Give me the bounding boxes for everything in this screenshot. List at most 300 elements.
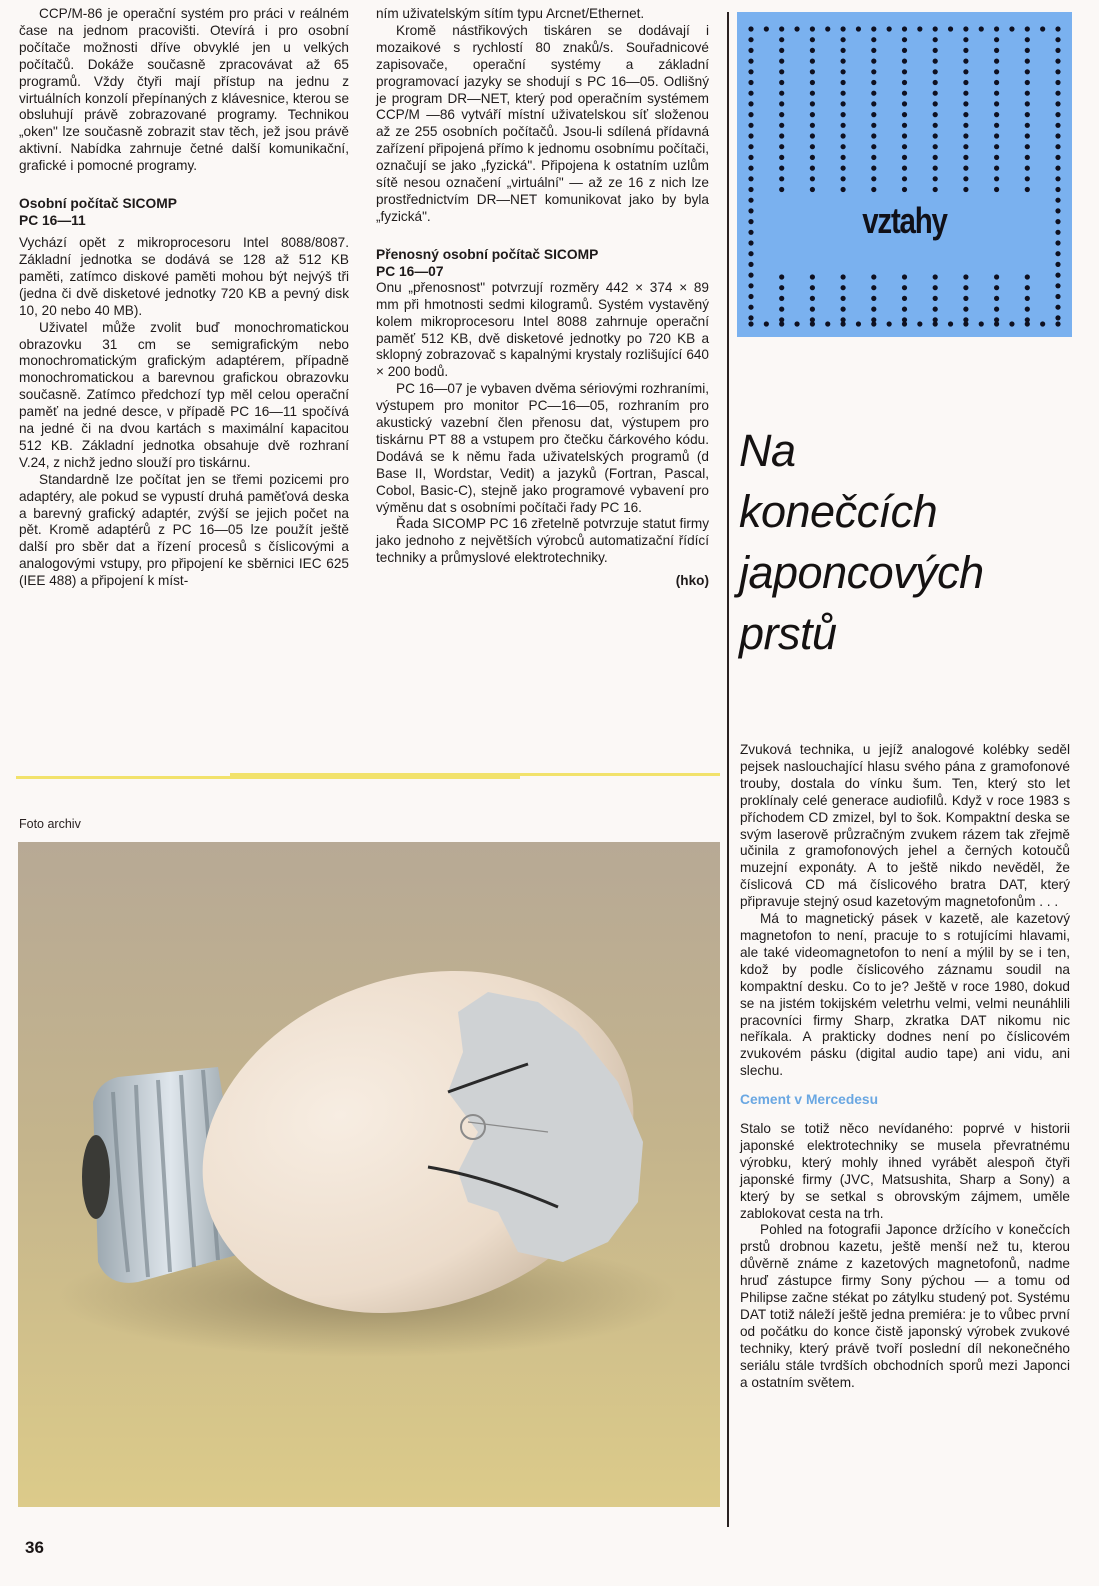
pattern-dot (871, 274, 876, 279)
pattern-dot (994, 274, 999, 279)
pattern-dot (994, 59, 999, 64)
pattern-dot (841, 187, 846, 192)
paragraph: ním uživatelským sítím typu Arcnet/Ethernet. (376, 6, 645, 21)
pattern-dot (779, 285, 784, 290)
pattern-dot (1055, 208, 1060, 213)
pattern-dot (994, 80, 999, 85)
pattern-dot (1025, 176, 1030, 181)
pattern-dot (748, 230, 753, 235)
pattern-dot (917, 26, 922, 31)
paragraph: Onu „přenosnost" potvrzují rozměry 442 × 374 × 89 mm při hmotnosti sedmi kilogramů. Systém vystavěný kolem mikroprocesoru Intel 8088 zahrnuje operační paměť 512 KB, dvě disketové jednotky po 720 KB a sklopný zobrazovač s kapalnými krystaly rozlišující 640 × 200 bodů. (376, 279, 709, 380)
pattern-dot (1025, 48, 1030, 53)
pattern-dot (810, 176, 815, 181)
pattern-dot (887, 321, 892, 326)
pattern-dot (1040, 321, 1045, 326)
pattern-dot (841, 37, 846, 42)
lead-paragraph: Zvuková technika, u jejíž analogové kolébky seděl pejsek naslouchající hlasu svého pána z gramofonové trouby, dostala do vínku šum. Ten, který sto let proklínaly celé generace audiofilů. Když v roce 1983 s příchodem CD zmizel, byl to šok. Kompaktní deska se svým laserově průzračným zvukem rázem tak zřejmě učinila z gramofonových jehel a černých kotoučů muzejní exponáty. A to ještě nikdo nevěděl, že číslicová CD má číslicového bratra DAT, který připravuje stejný osud kazetovým magnetofonům . . . (740, 742, 1070, 910)
pattern-dot (779, 112, 784, 117)
pattern-dot (1025, 187, 1030, 192)
pattern-dot (1055, 251, 1060, 256)
pattern-dot (994, 48, 999, 53)
pattern-dot (1055, 133, 1060, 138)
pattern-dot (1055, 240, 1060, 245)
pattern-dot (979, 26, 984, 31)
pattern-dot (902, 285, 907, 290)
rubric-badge (737, 12, 1072, 337)
pattern-dot (902, 101, 907, 106)
pattern-dot (748, 144, 753, 149)
pattern-dot (887, 26, 892, 31)
pattern-dot (902, 37, 907, 42)
pattern-dot (933, 91, 938, 96)
pattern-dot (902, 166, 907, 171)
pattern-dot (871, 91, 876, 96)
pattern-dot (871, 59, 876, 64)
pattern-dot (841, 285, 846, 290)
pattern-dot (841, 144, 846, 149)
pattern-dot (1055, 112, 1060, 117)
pattern-dot (994, 101, 999, 106)
pattern-dot (1055, 26, 1060, 31)
pattern-dot (748, 112, 753, 117)
pattern-dot (994, 112, 999, 117)
pattern-dot (1025, 101, 1030, 106)
pattern-dot (1055, 37, 1060, 42)
pattern-dot (748, 176, 753, 181)
pattern-dot (748, 59, 753, 64)
pattern-dot (1055, 59, 1060, 64)
pattern-dot (810, 91, 815, 96)
pattern-dot (902, 155, 907, 160)
pattern-dot (810, 274, 815, 279)
paragraph: Stalo se totiž něco nevídaného: poprvé v historii japonské elektrotechniky se musela převratnému výrobku, který mohly ihned vyrábět alespoň čtyři japonské firmy (JVC, Matsushita, Sharp a Sony) a který by se setkal s obrovským zájmem, uměle zablokovat cesta na trh. (740, 1121, 1070, 1221)
pattern-dot (810, 155, 815, 160)
pattern-dot (902, 112, 907, 117)
pattern-dot (810, 133, 815, 138)
pattern-dot (1025, 285, 1030, 290)
pattern-dot (810, 26, 815, 31)
pattern-dot (902, 296, 907, 301)
pattern-dot (933, 187, 938, 192)
pattern-dot (841, 91, 846, 96)
pattern-dot (748, 133, 753, 138)
pattern-dot (963, 91, 968, 96)
pattern-dot (748, 123, 753, 128)
pattern-dot (902, 59, 907, 64)
pattern-dot (748, 48, 753, 53)
pattern-dot (933, 155, 938, 160)
pattern-dot (841, 296, 846, 301)
pattern-dot (1025, 69, 1030, 74)
pattern-dot (1055, 155, 1060, 160)
pattern-dot (871, 307, 876, 312)
pattern-dot (871, 26, 876, 31)
pattern-dot (748, 69, 753, 74)
pattern-dot (963, 59, 968, 64)
pattern-dot (871, 176, 876, 181)
pattern-dot (794, 321, 799, 326)
pattern-dot (841, 48, 846, 53)
pattern-dot (1025, 155, 1030, 160)
pattern-dot (933, 144, 938, 149)
pattern-dot (1025, 112, 1030, 117)
pattern-dot (902, 133, 907, 138)
pattern-dot (748, 37, 753, 42)
pattern-dot (764, 321, 769, 326)
column-divider (727, 12, 729, 1527)
pattern-dot (933, 69, 938, 74)
pattern-dot (748, 26, 753, 31)
pattern-dot (933, 37, 938, 42)
pattern-dot (1055, 69, 1060, 74)
pattern-dot (779, 48, 784, 53)
pattern-dot (963, 307, 968, 312)
pattern-dot (779, 296, 784, 301)
pattern-dot (1025, 317, 1030, 322)
pattern-dot (1055, 283, 1060, 288)
pattern-dot (841, 155, 846, 160)
pattern-dot (994, 296, 999, 301)
pattern-dot (933, 123, 938, 128)
pattern-dot (963, 123, 968, 128)
rubric-label: vztahy (862, 200, 947, 241)
pattern-dot (748, 208, 753, 213)
pattern-dot (1055, 273, 1060, 278)
pattern-dot (871, 285, 876, 290)
pattern-dot (1055, 321, 1060, 326)
pattern-dot (994, 26, 999, 31)
pattern-dot (902, 187, 907, 192)
pattern-dot (841, 166, 846, 171)
pattern-dot (963, 112, 968, 117)
pattern-dot (748, 321, 753, 326)
pattern-dot (933, 26, 938, 31)
yellow-rule (16, 776, 520, 779)
pattern-dot (794, 26, 799, 31)
paragraph: PC 16—07 je vybaven dvěma sériovými rozhraními, výstupem pro monitor PC—16—05, rozhraním pro akustický vazební člen přenosu dat, výstupem pro tiskárnu PT 88 a vstupem pro čtečku čárkového kódu. Dodává se k němu řada uživatelských programů (d Base II, Wordstar, Vedit) a jazyků (Fortran, Pascal, Cobol, Basic-C), stejně jako programové vybavení pro výměnu dat s osobními počítači řady PC 16. (376, 381, 709, 515)
pattern-dot (748, 315, 753, 320)
pattern-dot (825, 26, 830, 31)
lead-paragraph: Má to magnetický pásek v kazetě, ale kazetový magnetofon to není, pracuje to s rotujícími hlavami, ale také videomagnetofon to není a mýlil by se i ten, kdož by podle číslicového záznamu soudil na kompaktní desku. Co to je? Ještě v roce 1980, dokud se na jistém tokijském veletrhu velmi, velmi neunáhlili pracovníci firmy Sharp, zkratka DAT nikomu nic neříkala. A prakticky dodnes není po číslicovém zvukovém pásku (digital audio tape) ani vidu, ani slechu. (740, 911, 1070, 1079)
pattern-dot (1055, 262, 1060, 267)
column-3 (740, 742, 1070, 1392)
pattern-dot (748, 155, 753, 160)
pattern-dot (748, 283, 753, 288)
pattern-dot (933, 48, 938, 53)
pattern-dot (933, 307, 938, 312)
pattern-dot (1025, 166, 1030, 171)
pattern-dot (902, 307, 907, 312)
paragraph: Uživatel může zvolit buď monochromatickou obrazovku 31 cm se semigrafickým nebo monochromatickým grafickým adaptérem, případně monochromatickou a barevnou grafickou obrazovku současně. Zatímco předchozí typ měl celou operační paměť na jedné desce, v případě PC 16—11 spočívá na jedné či na dvou kartách s maximální kapacitou 512 KB. Základní jednotka obsahuje dvě rozhraní V.24, z nichž jedno slouží pro tiskárnu. (19, 319, 349, 470)
pattern-dot (779, 59, 784, 64)
pattern-dot (825, 321, 830, 326)
title-line: konečcích (739, 486, 938, 537)
column-1 (19, 6, 349, 590)
pattern-dot (933, 80, 938, 85)
pattern-dot (871, 166, 876, 171)
pattern-dot (979, 321, 984, 326)
pattern-dot (810, 80, 815, 85)
pattern-dot (994, 285, 999, 290)
pattern-dot (994, 176, 999, 181)
pattern-dot (1025, 307, 1030, 312)
pattern-dot (779, 176, 784, 181)
pattern-dot (871, 123, 876, 128)
pattern-dot (871, 187, 876, 192)
pattern-dot (994, 187, 999, 192)
pattern-dot (1009, 321, 1014, 326)
pattern-dot (810, 101, 815, 106)
pattern-dot (1025, 123, 1030, 128)
pattern-dot (948, 26, 953, 31)
pattern-dot (1025, 37, 1030, 42)
pattern-dot (871, 69, 876, 74)
paragraph: Vychází opět z mikroprocesoru Intel 8088/8087. Základní jednotka se dodává se 128 až 512 KB paměti, zatímco diskové paměti mohou být nejvýš tři (jedna či dvě disketové jednotky 720 KB a pevný disk 10, 20 nebo 40 MB). (19, 235, 349, 318)
pattern-dot (963, 176, 968, 181)
pattern-dot (994, 37, 999, 42)
section-heading-pc16-07 (376, 246, 709, 280)
pattern-dot (810, 37, 815, 42)
pattern-dot (871, 48, 876, 53)
pattern-dot (948, 321, 953, 326)
pattern-dot (963, 274, 968, 279)
pattern-dot (841, 176, 846, 181)
pattern-dot (871, 296, 876, 301)
section-heading-line2: PC 16—07 (376, 263, 444, 279)
pattern-dot (933, 296, 938, 301)
pattern-dot (1055, 80, 1060, 85)
subheading: Cement v Mercedesu (740, 1092, 879, 1108)
paragraph: Kromě nástřikových tiskáren se dodávají i mozaikové s rychlostí 80 znaků/s. Souřadnicové zapisovače, operační systémy a základní programovací jazyky se shodují s PC 16—05. Odlišný je program DR—NET, který pod operačním systémem CCP/M —86 vytváří místní uživatelskou síť složenou až ze 255 osobních počítačů. Jsou-li sdílená přídavná zařízení připojená přímo k jednomu osobnímu počítači, označují se jako „fyzická". Připojena k ostatním uzlům sítě nesou označení „virtuální" — až ze 16 z nich lze prostřednictvím DR—NET komunikovat jako by byla „fyzická". (376, 22, 709, 224)
pattern-dot (841, 123, 846, 128)
pattern-dot (933, 112, 938, 117)
pattern-dot (1055, 123, 1060, 128)
pattern-dot (779, 123, 784, 128)
pattern-dot (841, 80, 846, 85)
pattern-dot (933, 133, 938, 138)
pattern-dot (902, 48, 907, 53)
title-line: prstů (739, 608, 837, 659)
pattern-dot (810, 48, 815, 53)
pattern-dot (933, 176, 938, 181)
pattern-dot (810, 69, 815, 74)
pattern-dot (841, 133, 846, 138)
pattern-dot (963, 80, 968, 85)
pattern-dot (902, 123, 907, 128)
pattern-dot (963, 144, 968, 149)
pattern-dot (994, 317, 999, 322)
pattern-dot (902, 176, 907, 181)
pattern-dot (779, 166, 784, 171)
pattern-dot (963, 101, 968, 106)
pattern-dot (810, 112, 815, 117)
pattern-dot (810, 296, 815, 301)
pattern-dot (902, 317, 907, 322)
pattern-dot (779, 26, 784, 31)
pattern-dot (1025, 274, 1030, 279)
pattern-dot (1055, 91, 1060, 96)
intro-paragraph: CCP/M-86 je operační systém pro práci v reálném čase na jednom pracovišti. Otevírá i pro osobní počítače možnosti dříve obvyklé jen u velkých počítačů. Dokáže současně zpracovávat až 65 programů. Vždy čtyři mají přístup na jednu z virtuálních konzolí přepínaných z klávesnice, kterou se obsluhují právě zobrazované programy. Technikou „oken" lze současně zobrazit stav těch, jež jsou právě aktivní. Nabídka zahrnuje četné další komunikační, grafické i pomocné programy. (19, 6, 349, 174)
pattern-dot (1055, 315, 1060, 320)
pattern-dot (1055, 219, 1060, 224)
yellow-rule (230, 773, 720, 776)
pattern-dot (994, 91, 999, 96)
photo-illustration (18, 842, 720, 1507)
pattern-dot (994, 69, 999, 74)
section-heading-line2: PC 16—11 (19, 213, 86, 229)
pattern-dot (1009, 26, 1014, 31)
pattern-dot (902, 26, 907, 31)
pattern-dot (963, 187, 968, 192)
author-signature: (hko) (675, 573, 709, 589)
pattern-dot (871, 317, 876, 322)
paragraph: Pohled na fotografii Japonce držícího v konečcích prstů drobnou kazetu, ještě menší než tu, kterou důvěrně známe z kazetových magnetofonů, nadme hruď zástupce firmy Sony pýchou — a tomu od Philipse začne stékat po zátylku studený pot. Systému DAT totiž náleží ještě jedna premiéra: je to vůbec první od počátku do konce čistě japonský výrobek zvukové techniky, který právě tvoří poslední díl nekonečného seriálu stále tvrdších obchodních sporů mezi Japonci a ostatním světem. (740, 1222, 1070, 1390)
pattern-dot (1055, 305, 1060, 310)
pattern-dot (994, 123, 999, 128)
pattern-dot (779, 101, 784, 106)
pattern-dot (1055, 176, 1060, 181)
pattern-dot (748, 273, 753, 278)
pattern-dot (748, 262, 753, 267)
pattern-dot (1055, 48, 1060, 53)
pattern-dot (810, 307, 815, 312)
pattern-dot (856, 26, 861, 31)
pattern-dot (871, 155, 876, 160)
pattern-dot (810, 187, 815, 192)
section-heading-pc16-11 (19, 195, 349, 229)
pattern-dot (810, 144, 815, 149)
pattern-dot (1055, 166, 1060, 171)
article-title (739, 420, 1079, 664)
pattern-dot (841, 69, 846, 74)
pattern-dot (917, 321, 922, 326)
pattern-dot (748, 219, 753, 224)
pattern-dot (994, 155, 999, 160)
pattern-dot (779, 80, 784, 85)
column-2 (376, 6, 709, 590)
photo-credit: Foto archiv (19, 817, 81, 831)
pattern-dot (902, 144, 907, 149)
pattern-dot (871, 144, 876, 149)
pattern-dot (1025, 144, 1030, 149)
pattern-dot (933, 274, 938, 279)
pattern-dot (963, 37, 968, 42)
pattern-dot (748, 91, 753, 96)
pattern-dot (963, 69, 968, 74)
pattern-dot (933, 59, 938, 64)
pattern-dot (933, 285, 938, 290)
pattern-dot (841, 274, 846, 279)
pattern-dot (748, 166, 753, 171)
pattern-dot (764, 26, 769, 31)
pattern-dot (841, 101, 846, 106)
pattern-dot (871, 133, 876, 138)
pattern-dot (994, 307, 999, 312)
page-number: 36 (25, 1538, 44, 1557)
pattern-dot (779, 187, 784, 192)
pattern-dot (810, 59, 815, 64)
pattern-dot (1025, 26, 1030, 31)
paragraph: Řada SICOMP PC 16 zřetelně potvrzuje statut firmy jako jednoho z největších výrobců automatizační řídící techniky a průmyslové elektrotechniky. (376, 516, 709, 566)
pattern-dot (1055, 187, 1060, 192)
pattern-dot (902, 80, 907, 85)
pattern-dot (748, 251, 753, 256)
pattern-dot (1025, 133, 1030, 138)
pattern-dot (933, 101, 938, 106)
section-heading-line1: Osobní počítač SICOMP (19, 196, 177, 212)
pattern-dot (748, 305, 753, 310)
pattern-dot (1055, 294, 1060, 299)
pattern-dot (810, 166, 815, 171)
pattern-dot (963, 133, 968, 138)
pattern-dot (810, 317, 815, 322)
title-line: japoncových (739, 547, 984, 598)
pattern-dot (779, 144, 784, 149)
pattern-dot (748, 240, 753, 245)
pattern-dot (1025, 59, 1030, 64)
pattern-dot (748, 198, 753, 203)
pattern-dot (902, 69, 907, 74)
pattern-dot (871, 112, 876, 117)
pattern-dot (963, 296, 968, 301)
pattern-dot (779, 37, 784, 42)
pattern-dot (779, 307, 784, 312)
pattern-dot (1040, 26, 1045, 31)
pattern-dot (963, 166, 968, 171)
pattern-dot (841, 26, 846, 31)
pattern-dot (1055, 198, 1060, 203)
pattern-dot (779, 317, 784, 322)
pattern-dot (841, 307, 846, 312)
paragraph: Standardně lze počítat jen se třemi pozicemi pro adaptéry, ale pokud se vypustí druhá paměťová deska a barevný grafický adaptér, zvýší se jejich počet na pět. Kromě adaptérů z PC 16—05 lze použít ještě další pro sběr dat a řízení procesů s číslicovými a analogovými vstupy, pro připojení ke sběrnici IEC 625 (IEE 488) a připojení k míst- (19, 471, 349, 589)
pattern-dot (841, 112, 846, 117)
pattern-dot (748, 80, 753, 85)
pattern-dot (748, 294, 753, 299)
pattern-dot (779, 69, 784, 74)
title-line: Na (739, 425, 796, 476)
pattern-dot (963, 26, 968, 31)
pattern-dot (748, 101, 753, 106)
pattern-dot (933, 166, 938, 171)
pattern-dot (1055, 144, 1060, 149)
pattern-dot (871, 80, 876, 85)
pattern-dot (1025, 296, 1030, 301)
pattern-dot (1055, 230, 1060, 235)
pattern-dot (994, 144, 999, 149)
pattern-dot (1055, 101, 1060, 106)
dot-pattern (737, 12, 1072, 337)
pattern-dot (963, 155, 968, 160)
section-heading-line1: Přenosný osobní počítač SICOMP (376, 246, 599, 262)
pattern-dot (779, 155, 784, 160)
pattern-dot (994, 133, 999, 138)
pattern-dot (871, 37, 876, 42)
pattern-dot (841, 59, 846, 64)
pattern-dot (748, 187, 753, 192)
pattern-dot (963, 48, 968, 53)
pattern-dot (933, 317, 938, 322)
pattern-dot (1025, 91, 1030, 96)
pattern-dot (841, 317, 846, 322)
pattern-dot (779, 91, 784, 96)
pattern-dot (871, 101, 876, 106)
pattern-dot (902, 274, 907, 279)
pattern-dot (779, 133, 784, 138)
pattern-dot (902, 91, 907, 96)
pattern-dot (963, 317, 968, 322)
pattern-dot (856, 321, 861, 326)
pattern-dot (810, 285, 815, 290)
